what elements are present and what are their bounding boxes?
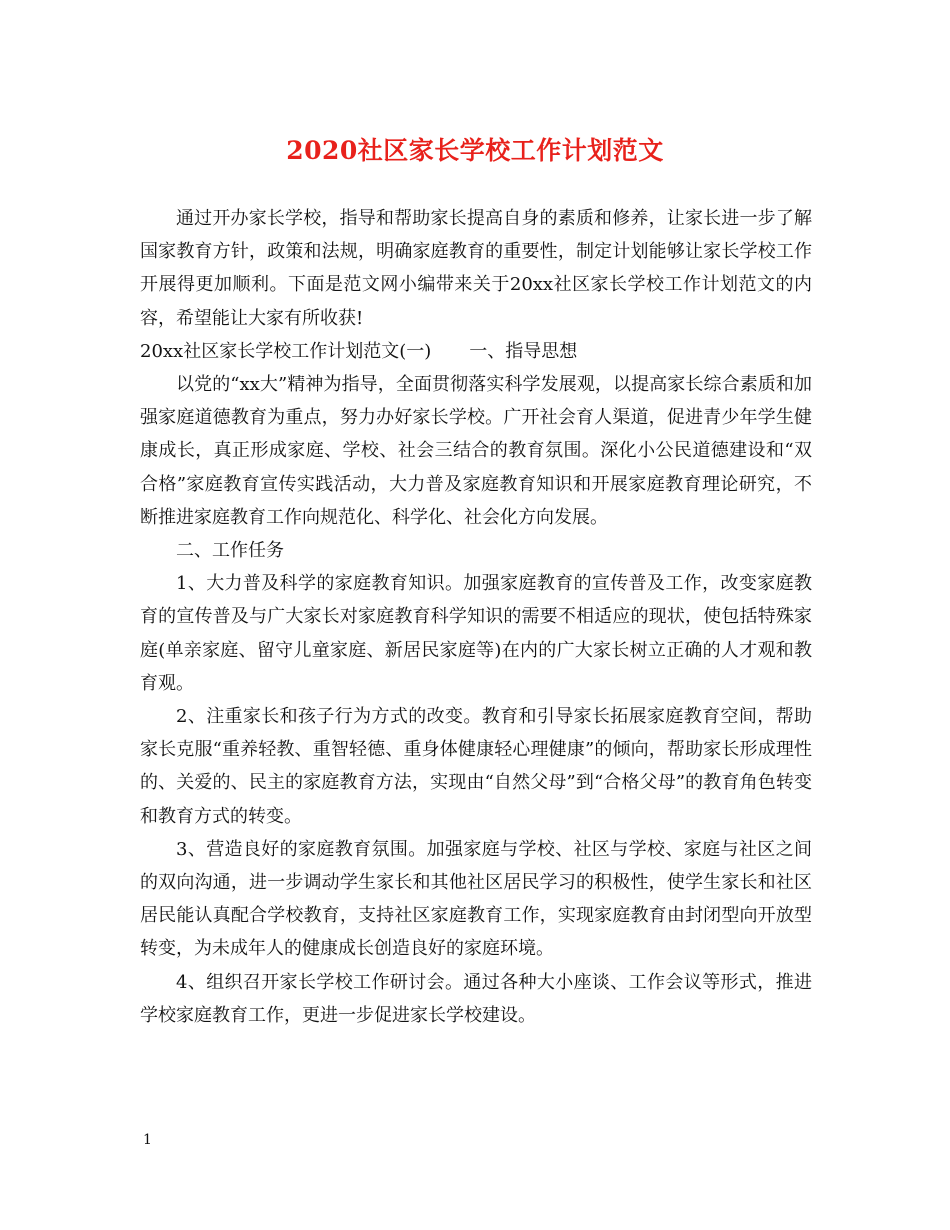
document-title: 2020社区家长学校工作计划范文: [286, 136, 664, 165]
section1-paragraph: 以党的“xx大”精神为指导，全面贯彻落实科学发展观，以提高家长综合素质和加强家庭道德教育为重点，努力办好家长学校。广开社会育人渠道，促进青少年学生健康成长，真正形成家庭、学校、社会三结合的教育氛围。深化小公民道德建设和“双合格”家庭教育宣传实践活动，大力普及家庭教育知识和开展家庭教育理论研究，不断推进家庭教育工作向规范化、科学化、社会化方向发展。: [140, 374, 812, 528]
subtitle-line: [140, 335, 812, 368]
intro-paragraph: 通过开办家长学校，指导和帮助家长提高自身的素质和修养，让家长进一步了解国家教育方针，政策和法规，明确家庭教育的重要性，制定计划能够让家长学校工作开展得更加顺利。下面是范文网小编带来关于20xx社区家长学校工作计划范文的内容，希望能让大家有所收获!: [140, 208, 812, 329]
section1-heading: 一、指导思想: [469, 340, 578, 362]
task-paragraph-2: 2、注重家长和孩子行为方式的改变。教育和引导家长拓展家庭教育空间，帮助家长克服“重养轻教、重智轻德、重身体健康轻心理健康”的倾向，帮助家长形成理性的、关爱的、民主的家庭教育方法，实现由“自然父母”到“合格父母”的教育角色转变和教育方式的转变。: [140, 706, 812, 827]
subtitle-text: 20xx社区家长学校工作计划范文(一): [140, 340, 432, 362]
task-paragraph-1: 1、大力普及科学的家庭教育知识。加强家庭教育的宣传普及工作，改变家庭教育的宣传普及与广大家长对家庭教育科学知识的需要不相适应的现状，使包括特殊家庭(单亲家庭、留守儿童家庭、新居民家庭等)在内的广大家长树立正确的人才观和教育观。: [140, 573, 812, 694]
page-number: 1: [143, 1132, 152, 1148]
task-paragraph-3: 3、营造良好的家庭教育氛围。加强家庭与学校、社区与学校、家庭与社区之间的双向沟通，进一步调动学生家长和其他社区居民学习的积极性，使学生家长和社区居民能认真配合学校教育，支持社区家庭教育工作，实现家庭教育由封闭型向开放型转变，为未成年人的健康成长创造良好的家庭环境。: [140, 838, 812, 960]
section2-heading: 二、工作任务: [176, 540, 284, 562]
task-paragraph-4: 4、组织召开家长学校工作研讨会。通过各种大小座谈、工作会议等形式，推进学校家庭教育工作，更进一步促进家长学校建设。: [140, 971, 812, 1026]
document-body: [140, 202, 812, 1032]
